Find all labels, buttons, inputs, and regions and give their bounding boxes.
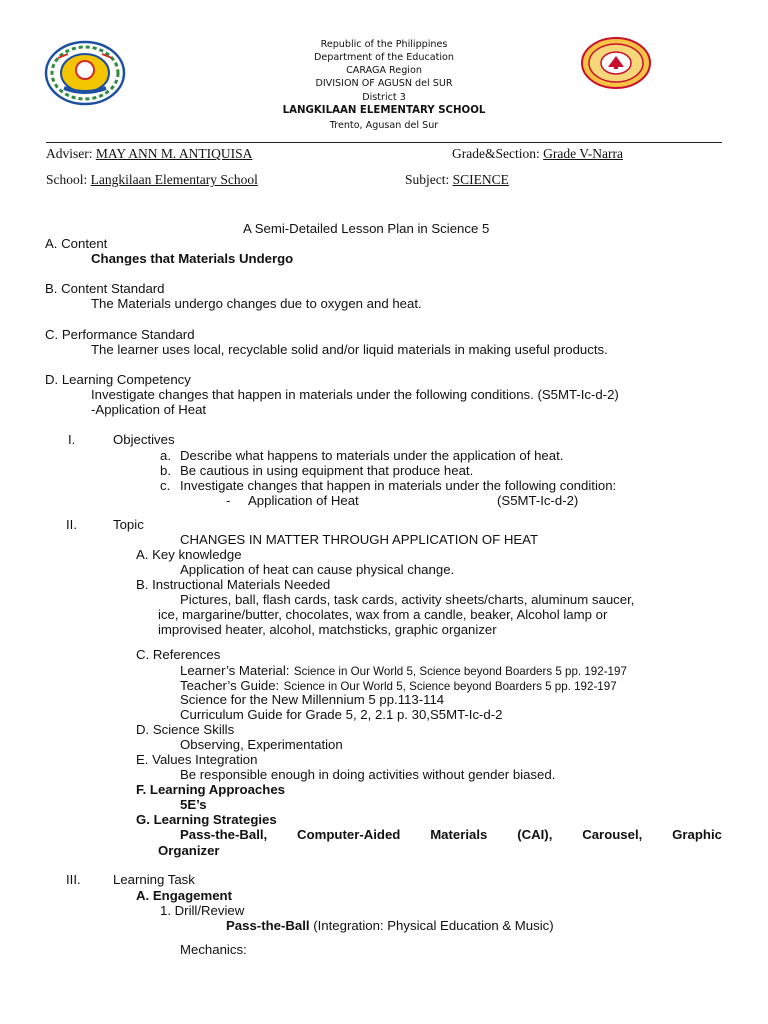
instructional-materials-line-1: Pictures, ball, flash cards, task cards, activity sheets/charts, aluminum saucer,: [180, 592, 635, 607]
drill-review-label: 1. Drill/Review: [160, 903, 245, 918]
objective-text-c: Investigate changes that happen in materials under the following condition:: [180, 478, 617, 493]
adviser-value: MAY ANN M. ANTIQUISA: [95, 146, 253, 161]
objective-text-a: Describe what happens to materials under the application of heat.: [180, 448, 564, 463]
content-standard-heading: B. Content Standard: [45, 281, 165, 296]
document-title: A Semi-Detailed Lesson Plan in Science 5: [243, 221, 490, 236]
learning-approaches-text: 5E’s: [180, 797, 207, 812]
references-label: C. References: [136, 647, 221, 662]
reference-tg-text: Science in Our World 5, Science beyond Boarders 5 pp. 192-197: [283, 680, 617, 693]
learning-strategies-line-2: Organizer: [158, 843, 220, 858]
objectives-number: I.: [68, 432, 76, 447]
letterhead-address: Trento, Agusan del Sur: [329, 120, 439, 131]
subject-label: Subject:: [405, 172, 450, 187]
strategy-word: Graphic: [672, 827, 722, 842]
content-standard-text: The Materials undergo changes due to oxygen and heat.: [91, 296, 422, 311]
content-text: Changes that Materials Undergo: [91, 251, 294, 266]
key-knowledge-label: A. Key knowledge: [136, 547, 242, 562]
subject-value: SCIENCE: [452, 172, 509, 187]
letterhead-school: LANGKILAAN ELEMENTARY SCHOOL: [282, 105, 486, 116]
objective-letter-a: a.: [160, 448, 171, 463]
school-value: Langkilaan Elementary School: [90, 172, 258, 187]
adviser-label: Adviser:: [46, 146, 93, 161]
strategy-word: Pass-the-Ball,: [180, 827, 268, 842]
content-heading: A. Content: [45, 236, 108, 251]
adviser-field: [46, 146, 252, 162]
topic-number: II.: [66, 517, 77, 532]
key-knowledge-text: Application of heat can cause physical change.: [180, 562, 455, 577]
objective-letter-c: c.: [160, 478, 171, 493]
reference-lm-label: Learner’s Material:: [180, 663, 290, 678]
engagement-label: A. Engagement: [136, 888, 232, 903]
strategy-word: Materials: [430, 827, 488, 842]
letterhead-line-2: Department of the Education: [314, 52, 454, 63]
instructional-materials-line-2: ice, margarine/butter, chocolates, wax from a candle, beaker, Alcohol lamp or: [158, 607, 608, 622]
school-label: School:: [46, 172, 88, 187]
strategy-word: Carousel,: [582, 827, 643, 842]
objective-letter-b: b.: [160, 463, 171, 478]
reference-lm-text: Science in Our World 5, Science beyond Boarders 5 pp. 192-197: [293, 665, 627, 678]
subject-field: [405, 172, 509, 188]
instructional-materials-label: B. Instructional Materials Needed: [136, 577, 331, 592]
pass-the-ball-title: Pass-the-Ball: [226, 918, 310, 933]
header-rule: [46, 142, 722, 143]
letterhead-line-5: District 3: [362, 92, 406, 103]
grade-value: Grade V-Narra: [543, 146, 623, 161]
grade-label: Grade&Section:: [452, 146, 540, 161]
instructional-materials-line-3: improvised heater, alcohol, matchsticks, graphic organizer: [158, 622, 497, 637]
values-integration-label: E. Values Integration: [136, 752, 258, 767]
values-integration-text: Be responsible enough in doing activities without gender biased.: [180, 767, 556, 782]
pass-the-ball-integration: (Integration: Physical Education & Music): [309, 918, 554, 933]
performance-standard-heading: C. Performance Standard: [45, 327, 195, 342]
objective-sub-dash: -: [226, 493, 231, 508]
learning-strategies-label: G. Learning Strategies: [136, 812, 277, 827]
strategy-word: (CAI),: [517, 827, 553, 842]
science-skills-label: D. Science Skills: [136, 722, 235, 737]
reference-line-3: Science for the New Millennium 5 pp.113-114: [180, 692, 445, 707]
reference-tg-label: Teacher’s Guide:: [180, 678, 280, 693]
mechanics-label: Mechanics:: [180, 942, 247, 957]
objectives-heading: Objectives: [113, 432, 175, 447]
science-skills-text: Observing, Experimentation: [180, 737, 343, 752]
topic-heading: Topic: [113, 517, 144, 532]
learning-task-number: III.: [66, 872, 81, 887]
pass-the-ball-line: [226, 918, 554, 933]
performance-standard-text: The learner uses local, recyclable solid and/or liquid materials in making useful products.: [91, 342, 608, 357]
reference-line-4: Curriculum Guide for Grade 5, 2, 2.1 p. 30,S5MT-Ic-d-2: [180, 707, 503, 722]
learning-strategies-line-1: [180, 827, 722, 842]
learning-competency-heading: D. Learning Competency: [45, 372, 191, 387]
learning-competency-line-1: Investigate changes that happen in materials under the following conditions. (S5MT-Ic-d-2): [91, 387, 619, 402]
learning-task-heading: Learning Task: [113, 872, 195, 887]
grade-section-field: [452, 146, 623, 162]
letterhead-line-1: Republic of the Philippines: [320, 39, 448, 50]
school-field: [46, 172, 258, 188]
letterhead-line-3: CARAGA Region: [346, 65, 422, 76]
learning-approaches-label: F. Learning Approaches: [136, 782, 285, 797]
strategy-word: Computer-Aided: [297, 827, 401, 842]
learning-competency-line-2: -Application of Heat: [91, 402, 207, 417]
topic-title: CHANGES IN MATTER THROUGH APPLICATION OF HEAT: [180, 532, 539, 547]
letterhead-line-4: DIVISION OF AGUSN del SUR: [315, 78, 453, 89]
objective-text-b: Be cautious in using equipment that produce heat.: [180, 463, 474, 478]
objective-sub-text: Application of Heat: [248, 493, 359, 508]
objective-sub-code: (S5MT-Ic-d-2): [497, 493, 579, 508]
